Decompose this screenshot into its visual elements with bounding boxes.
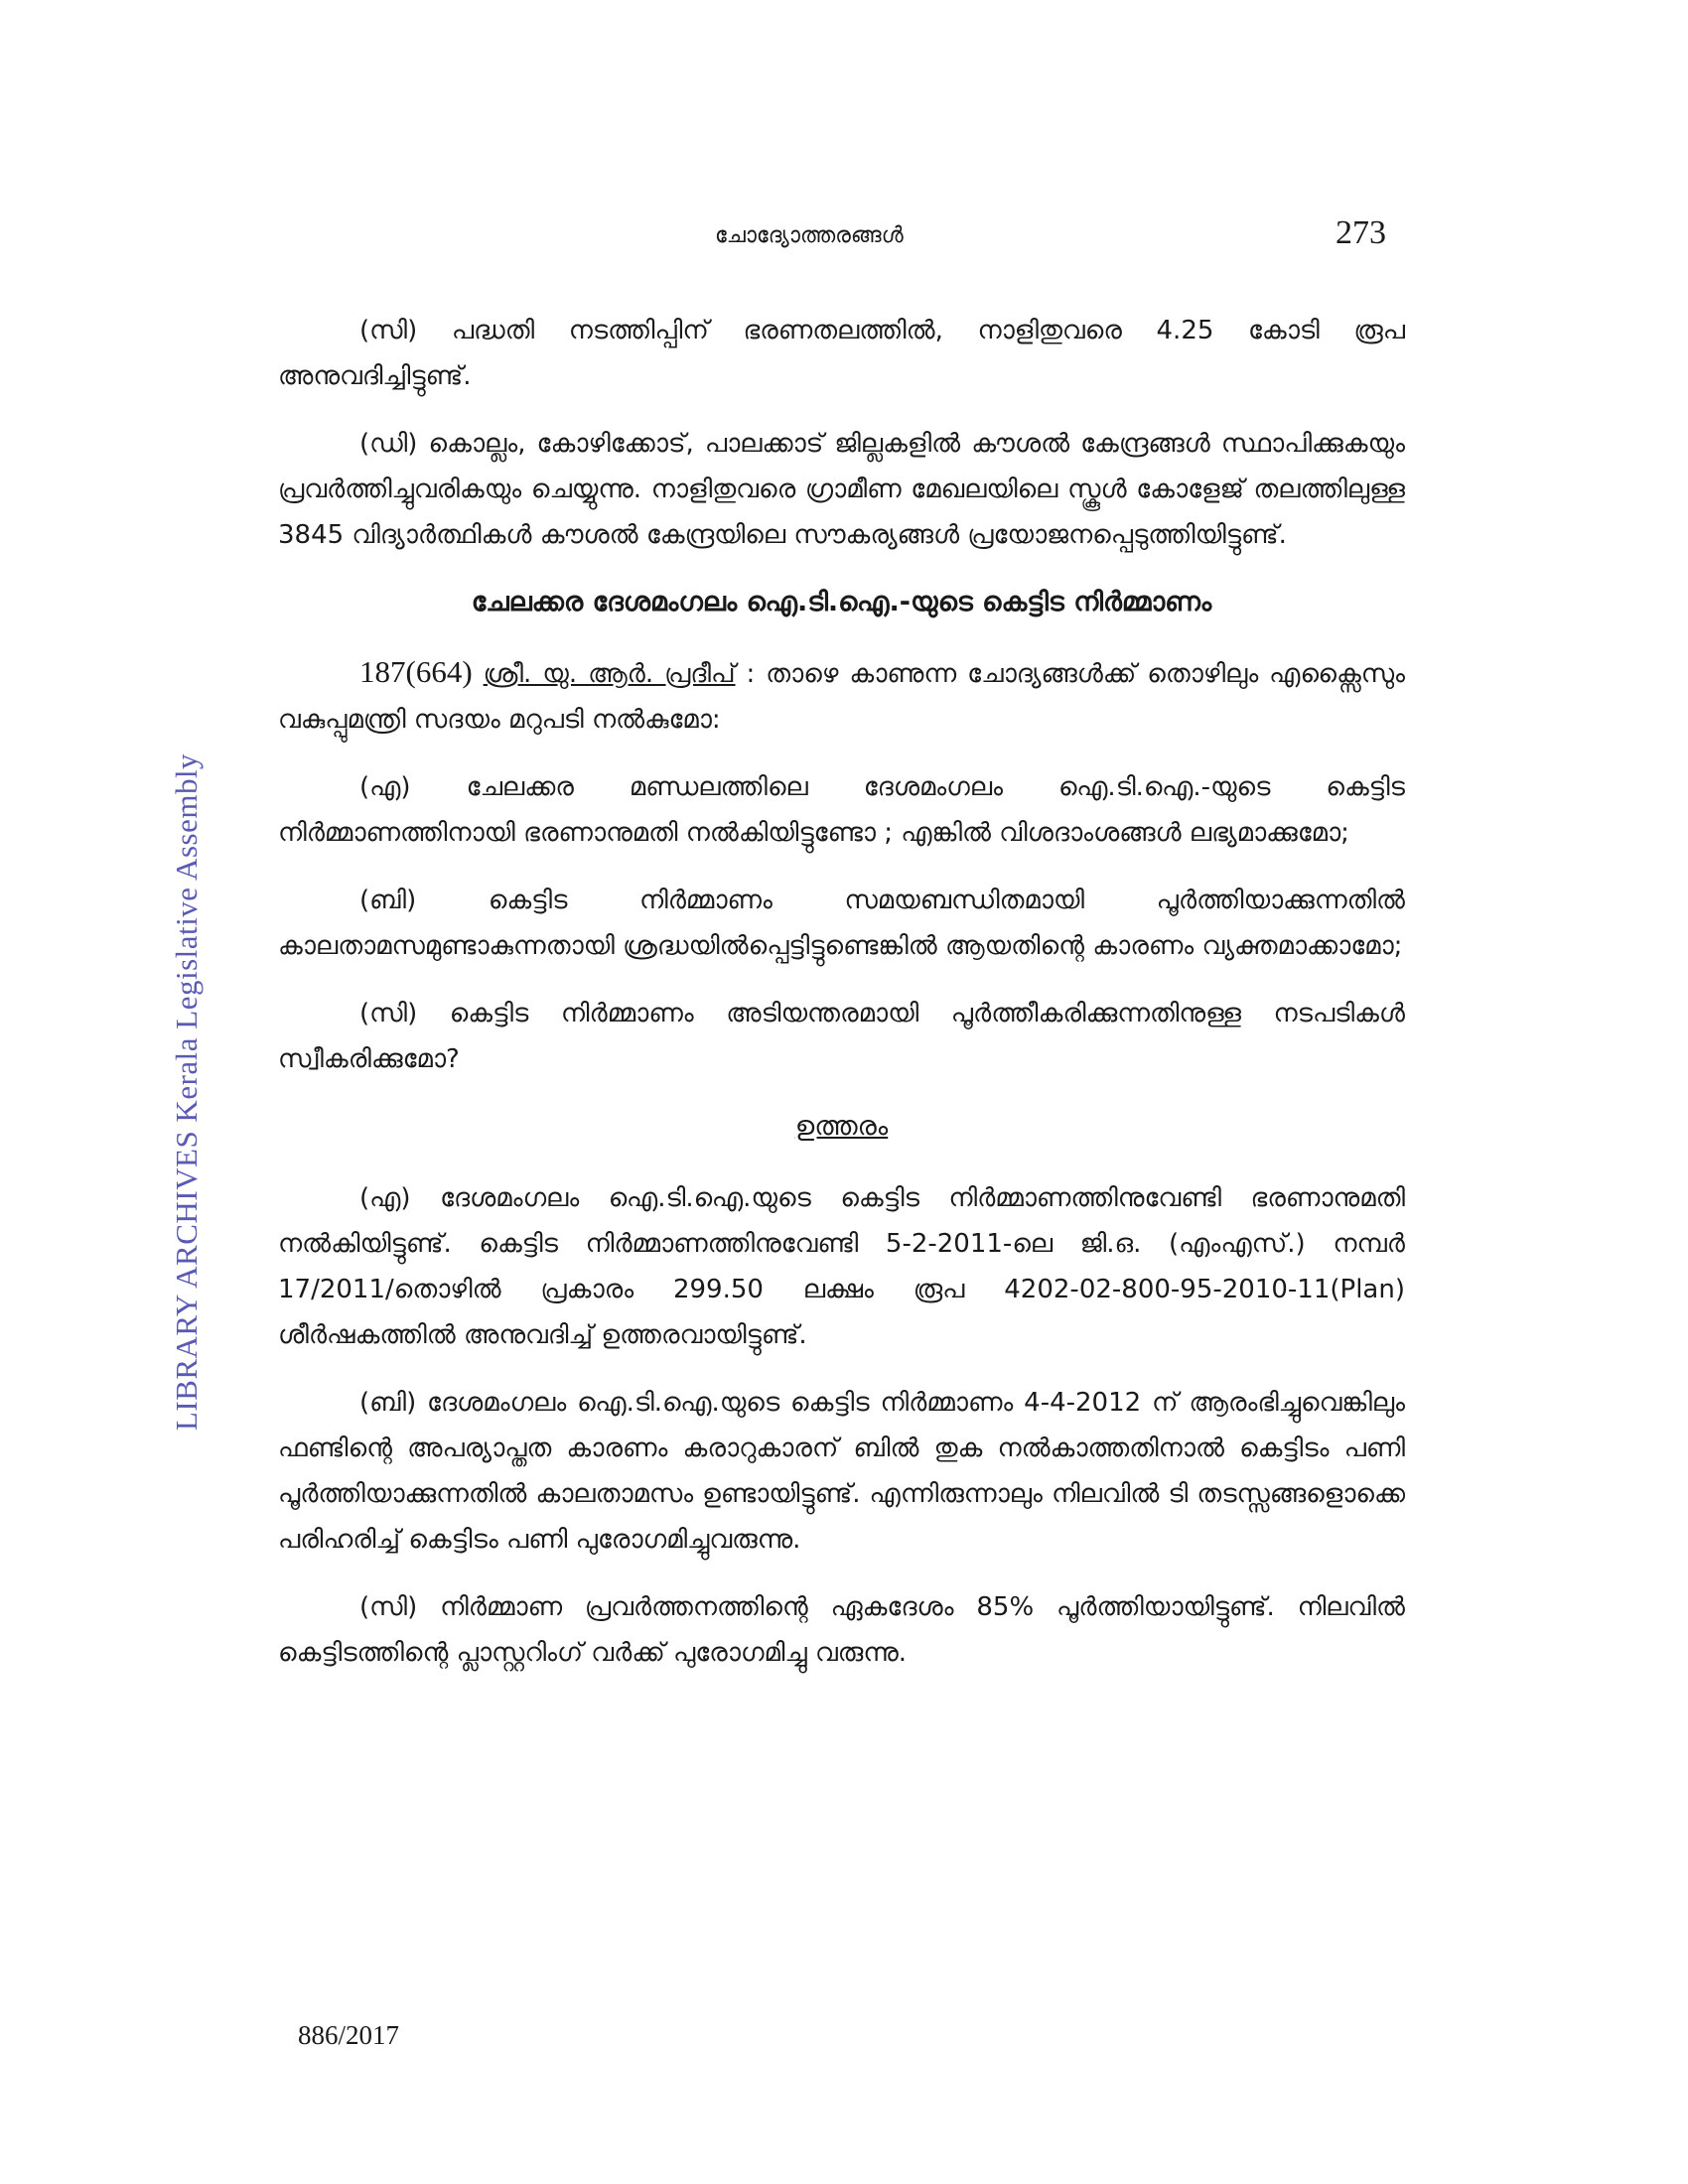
watermark-text: LIBRARY ARCHIVES Kerala Legislative Assembly <box>169 752 205 1432</box>
answer-heading: ഉത്തരം <box>794 1111 889 1142</box>
page-number: 273 <box>1336 214 1386 251</box>
question-c: (സി) കെട്ടിട നിർമ്മാണം അടിയന്തരമായി പൂർത്തീകരിക്കുന്നതിനുള്ള നടപടികൾ സ്വീകരിക്കുമോ? <box>278 999 1405 1074</box>
question-intro-text: : താഴെ കാണുന്ന ചോദ്യങ്ങൾക്ക് തൊഴിലും എക്സൈസും വകുപ്പുമന്ത്രി സദയം മറുപടി നൽകുമോ: <box>278 659 1405 735</box>
running-head: ചോദ്യോത്തരങ്ങൾ <box>715 223 904 248</box>
archive-watermark <box>157 735 216 1449</box>
page-body <box>278 308 1405 1698</box>
question-intro <box>278 649 1405 743</box>
question-number: 187(664) <box>359 654 473 689</box>
question-heading: ചേലക്കര ദേശമംഗലം ഐ.ടി.ഐ.-യുടെ കെട്ടിട നിർമ്മാണം <box>471 587 1212 617</box>
footer-code: 886/2017 <box>298 2020 400 2050</box>
prev-answer-c: (സി) പദ്ധതി നടത്തിപ്പിന് ഭരണതലത്തിൽ, നാളിതുവരെ 4.25 കോടി രൂപ അനുവദിച്ചിട്ടുണ്ട്. <box>278 316 1405 391</box>
answer-c: (സി) നിർമ്മാണ പ്രവർത്തനത്തിന്റെ ഏകദേശം 85% പൂർത്തിയായിട്ടുണ്ട്. നിലവിൽ കെട്ടിടത്തിന്റെ പ്ലാസ്റ്ററിംഗ് വർക്ക് പുരോഗമിച്ചു വരുന്നു. <box>278 1592 1405 1668</box>
question-a: (എ) ചേലക്കര മണ്ഡലത്തിലെ ദേശമംഗലം ഐ.ടി.ഐ.-യുടെ കെട്ടിട നിർമ്മാണത്തിനായി ഭരണാനുമതി നൽകിയിട്ടുണ്ടോ ; എങ്കിൽ വിശദാംശങ്ങൾ ലഭ്യമാക്കുമോ; <box>278 772 1405 848</box>
answer-b: (ബി) ദേശമംഗലം ഐ.ടി.ഐ.യുടെ കെട്ടിട നിർമ്മാണം 4-4-2012 ന് ആരംഭിച്ചുവെങ്കിലും ഫണ്ടിന്റെ അപര്യാപ്തത കാരണം കരാറുകാരന് ബിൽ തുക നൽകാത്തതിനാൽ കെട്ടിടം പണി പൂർത്തിയാക്കുന്നതിൽ കാലതാമസം ഉണ്ടായിട്ടുണ്ട്. എന്നിരുന്നാലും നിലവിൽ ടി തടസ്സങ്ങളൊക്കെ പരിഹരിച്ച് കെട്ടിടം പണി പുരോഗമിച്ചുവരുന്നു. <box>278 1388 1405 1555</box>
answer-a: (എ) ദേശമംഗലം ഐ.ടി.ഐ.യുടെ കെട്ടിട നിർമ്മാണത്തിനുവേണ്ടി ഭരണാനുമതി നൽകിയിട്ടുണ്ട്. കെട്ടിട നിർമ്മാണത്തിനുവേണ്ടി 5-2-2011-ലെ ജി.ഒ. (എംഎസ്.) നമ്പർ 17/2011/തൊഴിൽ പ്രകാരം 299.50 ലക്ഷം രൂപ 4202-02-800-95-2010-11(Plan) ശീർഷകത്തിൽ അനുവദിച്ച് ഉത്തരവായിട്ടുണ്ട്. <box>278 1183 1405 1350</box>
question-b: (ബി) കെട്ടിട നിർമ്മാണം സമയബന്ധിതമായി പൂർത്തിയാക്കുന്നതിൽ കാലതാമസമുണ്ടാകുന്നതായി ശ്രദ്ധയിൽപ്പെട്ടിട്ടുണ്ടെങ്കിൽ ആയതിന്റെ കാരണം വ്യക്തമാക്കാമോ; <box>278 886 1405 961</box>
prev-answer-d: (ഡി) കൊല്ലം, കോഴിക്കോട്, പാലക്കാട് ജില്ലകളിൽ കൗശൽ കേന്ദ്രങ്ങൾ സ്ഥാപിക്കുകയും പ്രവർത്തിച്ചുവരികയും ചെയ്യുന്നു. നാളിതുവരെ ഗ്രാമീണ മേഖലയിലെ സ്കൂൾ കോളേജ് തലത്തിലുള്ള 3845 വിദ്യാർത്ഥികൾ കൗശൽ കേന്ദ്രയിലെ സൗകര്യങ്ങൾ പ്രയോജനപ്പെടുത്തിയിട്ടുണ്ട്. <box>278 429 1405 550</box>
member-name: ശ്രീ. യു. ആർ. പ്രദീപ് <box>483 659 736 689</box>
